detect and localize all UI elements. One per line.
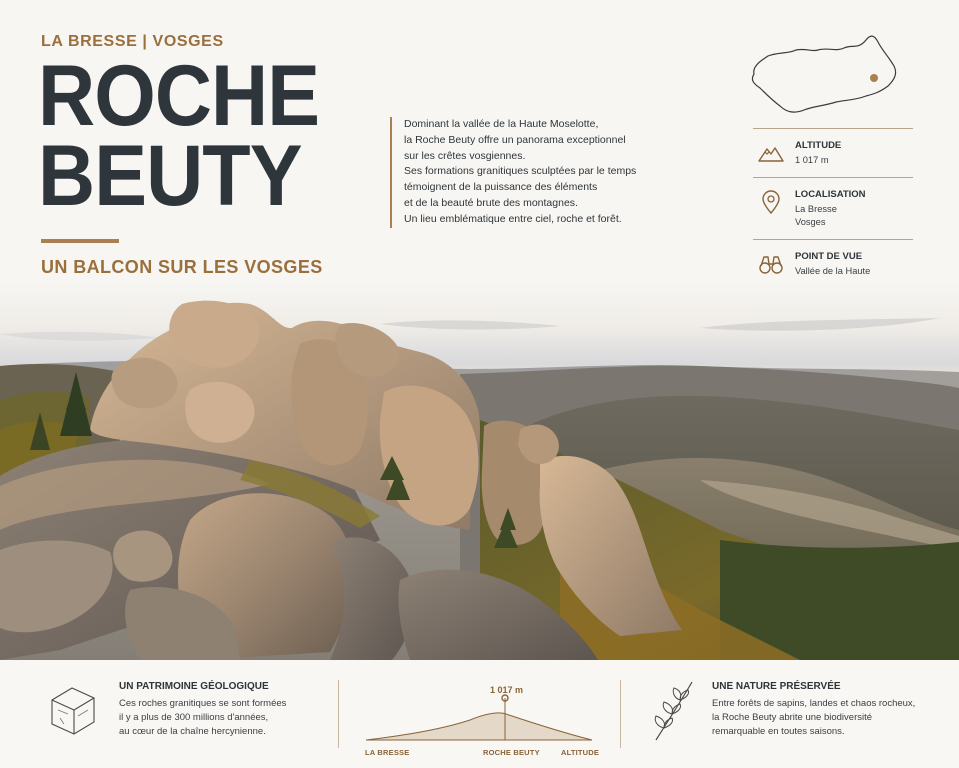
- nature-line: Entre forêts de sapins, landes et chaos rocheux,: [712, 698, 916, 709]
- intro-text: [390, 117, 650, 228]
- profile-center-label: ROCHE BEUTY: [483, 748, 540, 757]
- fact-value: 1 017 m: [795, 155, 829, 165]
- fact-label: POINT DE VUE: [795, 251, 863, 262]
- roche-beuty-landscape-photo: [0, 280, 959, 660]
- fact-label: LOCALISATION: [795, 189, 866, 200]
- page-title: [38, 48, 320, 224]
- geology-line: au cœur de la chaîne hercynienne.: [119, 726, 266, 737]
- geology-title: UN PATRIMOINE GÉOLOGIQUE: [119, 681, 269, 692]
- intro-line: Ses formations granitiques sculptées par le temps: [404, 165, 637, 178]
- fact-localisation: [753, 177, 913, 239]
- mountain-icon: [757, 141, 785, 165]
- geology-line: Ces roches granitiques se sont formées: [119, 698, 287, 709]
- intro-line: sur les crêtes vosgiennes.: [404, 149, 526, 162]
- location-overline: LA BRESSE | VOSGES: [41, 33, 224, 50]
- map-location-dot: [870, 74, 878, 82]
- nature-title: UNE NATURE PRÉSERVÉE: [712, 681, 841, 692]
- geology-line: il y a plus de 300 millions d'années,: [119, 712, 269, 723]
- intro-line: la Roche Beuty offre un panorama exceptionnel: [404, 133, 626, 146]
- fact-value: Vosges: [795, 217, 826, 227]
- fact-altitude: [753, 128, 913, 177]
- location-pin-icon: [757, 190, 785, 214]
- elevation-profile: [360, 672, 600, 758]
- nature-section: [712, 681, 915, 739]
- nature-line: remarquable en toutes saisons.: [712, 726, 845, 737]
- fact-label: ALTITUDE: [795, 140, 842, 151]
- profile-right-label: ALTITUDE: [561, 748, 600, 757]
- intro-line: Dominant la vallée de la Haute Moselotte,: [404, 118, 599, 130]
- fact-value: La Bresse: [795, 204, 837, 214]
- leaf-branch-icon: [650, 678, 698, 744]
- profile-peak-label: 1 017 m: [490, 685, 524, 695]
- intro-line: Un lieu emblématique entre ciel, roche et forêt.: [404, 212, 622, 225]
- region-map-outline: [748, 30, 898, 120]
- geology-section: [119, 681, 286, 739]
- profile-left-label: LA BRESSE: [365, 748, 410, 757]
- intro-line: et de la beauté brute des montagnes.: [404, 196, 578, 209]
- elevation-profile-graphic: [360, 694, 600, 744]
- granite-block-icon: [48, 680, 100, 736]
- title-underline: [41, 239, 119, 243]
- page-title-line: ROCHE: [38, 48, 320, 144]
- band-divider: [620, 680, 621, 748]
- binoculars-icon: [757, 252, 785, 276]
- info-band: [0, 660, 959, 768]
- band-divider: [338, 680, 339, 748]
- fact-value: Vallée de la Haute: [795, 266, 871, 276]
- nature-line: la Roche Beuty abrite une biodiversité: [712, 712, 873, 723]
- page-subtitle: UN BALCON SUR LES VOSGES: [41, 257, 323, 277]
- page-title-line: BEUTY: [38, 128, 302, 224]
- intro-line: témoignent de la puissance des éléments: [404, 181, 598, 194]
